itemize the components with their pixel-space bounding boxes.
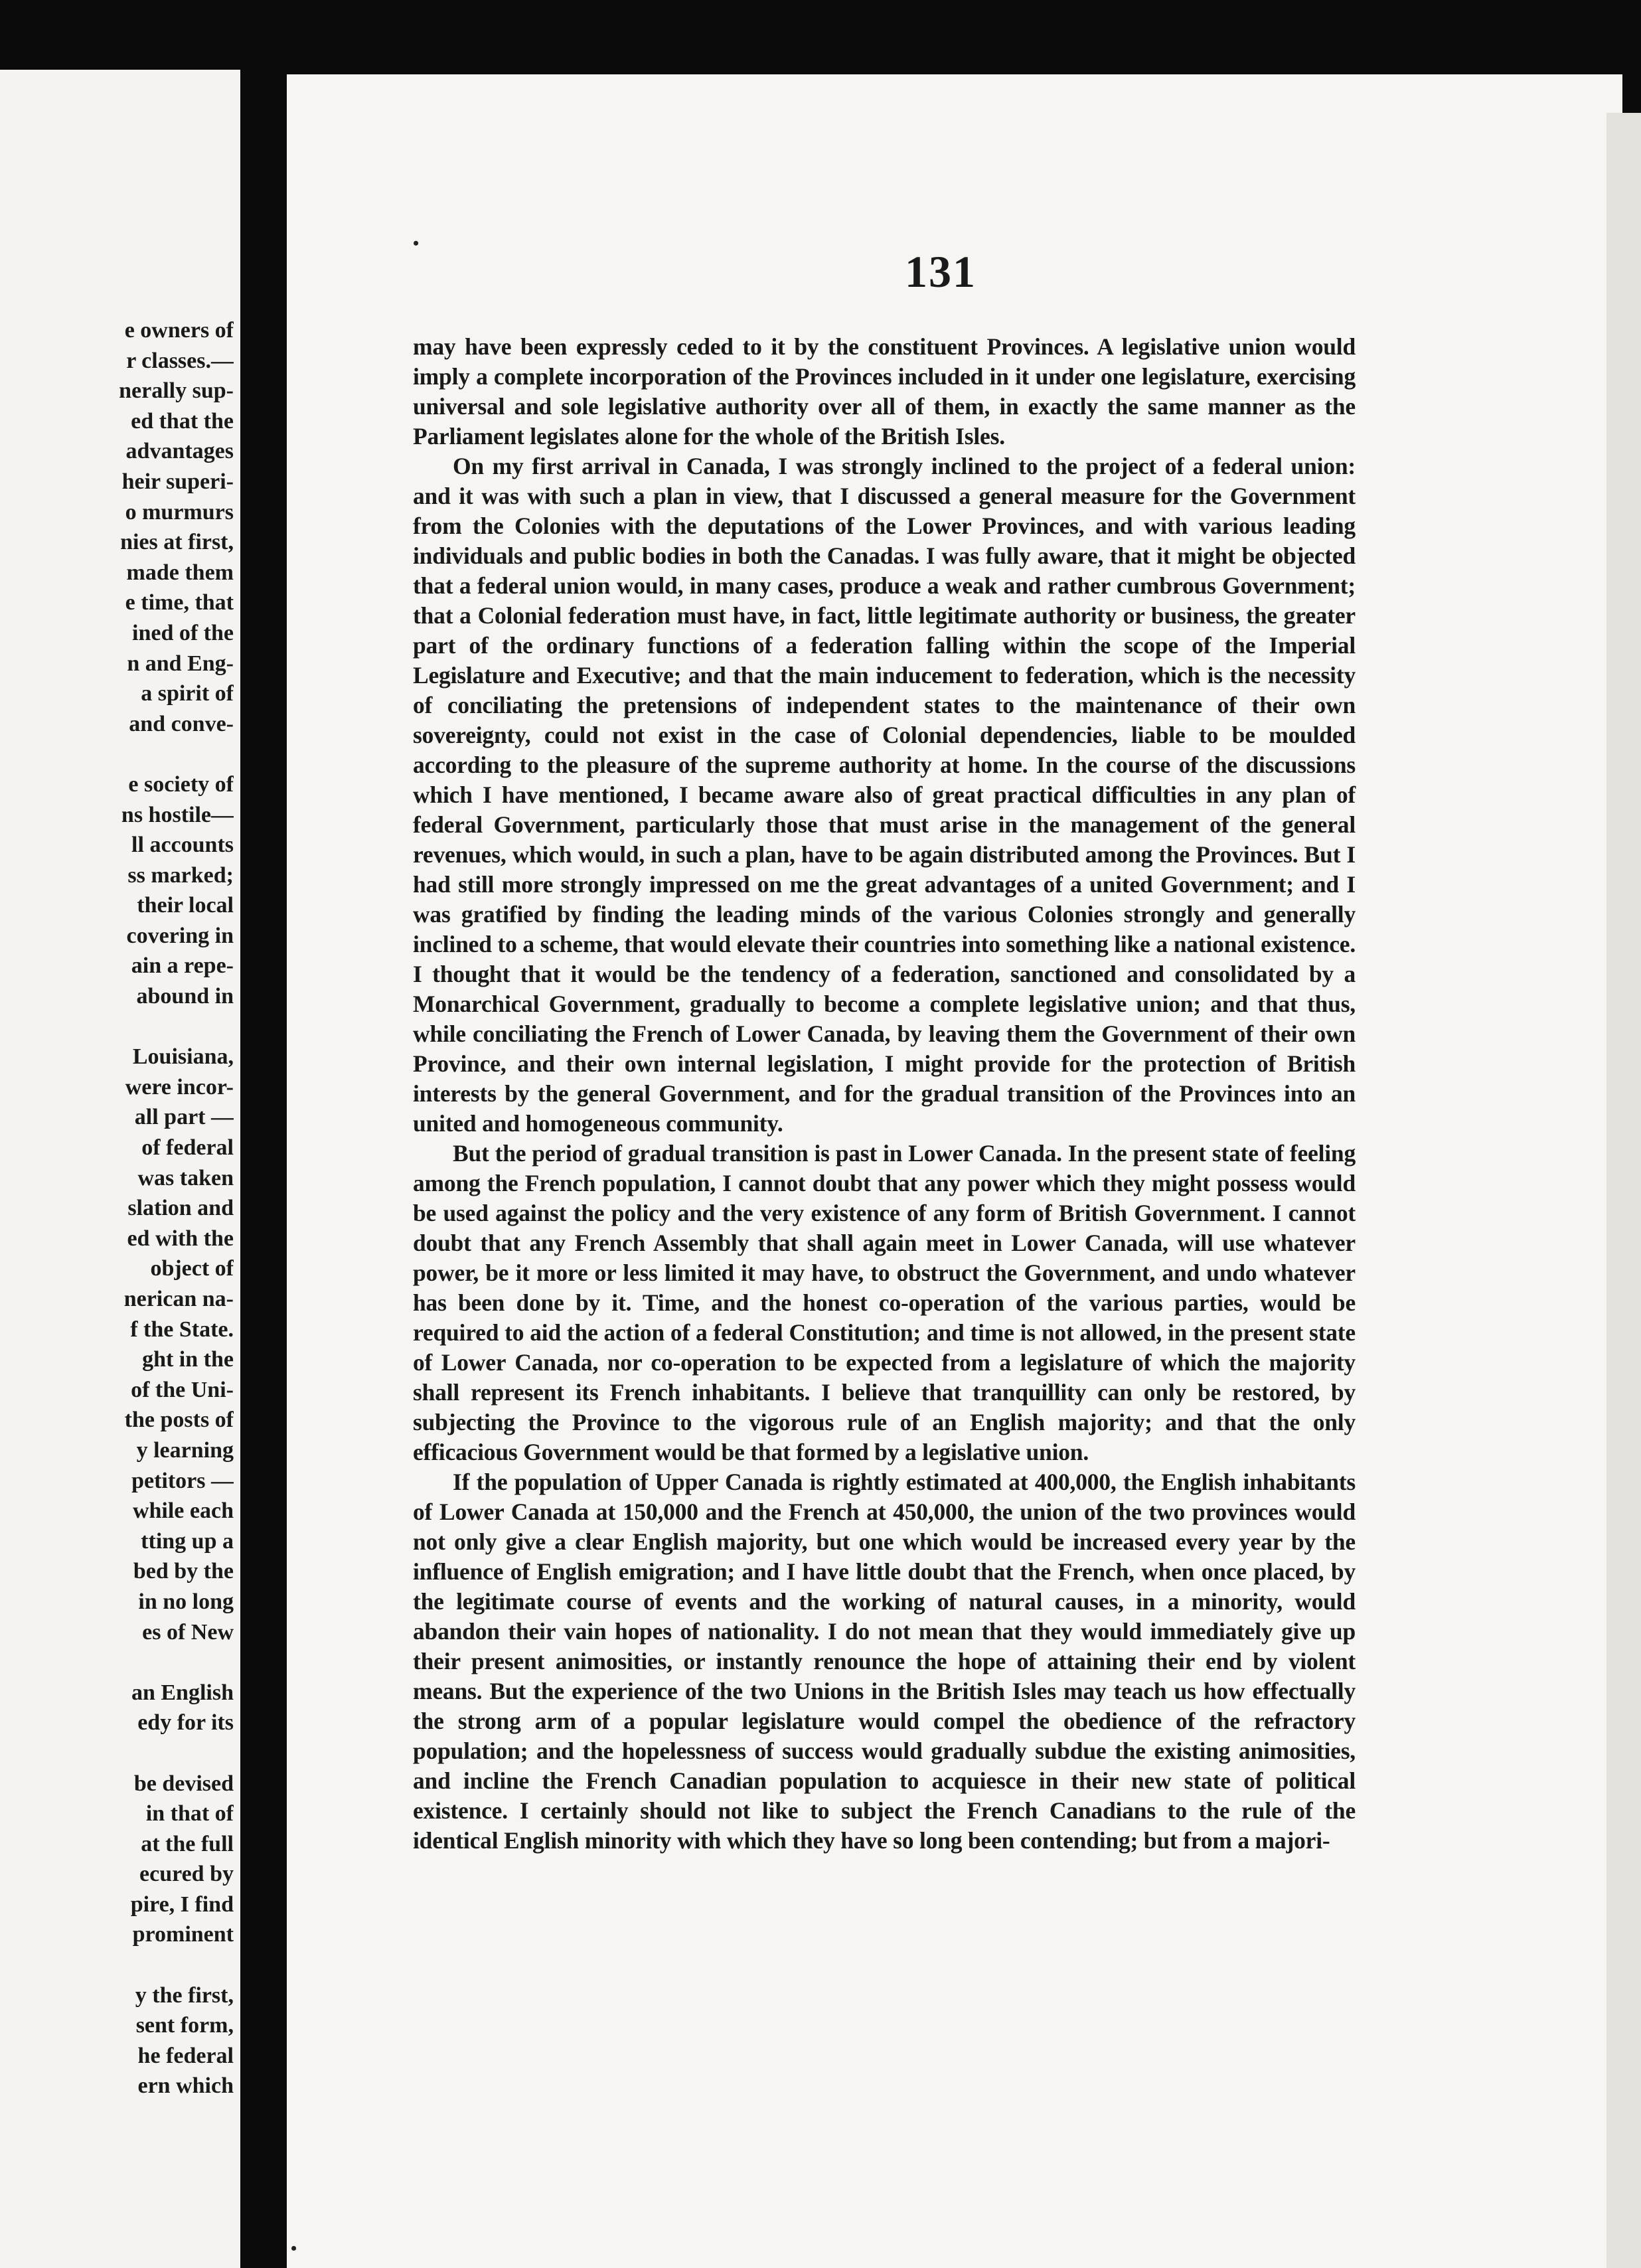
left-page-line: f the State. xyxy=(130,1317,234,1342)
left-page-line: slation and xyxy=(127,1196,234,1221)
left-page-line: he federal xyxy=(137,2043,234,2068)
paragraph-4: If the population of Upper Canada is rightly estimated at 400,000, the English inhabitants of Lower Canada at 150,000 and the French at 450,000, the union of the two provinces would not only give a clear English majority, but one which would be increased every year by the influence of English emigration; and I have little doubt that the French, when once placed, by the legitimate course of events and the working of natural causes, in a minority, would abandon their vain hopes of nationality. I do not mean that they would immediately give up their present animosities, or instantly renounce the hope of attaining their end by violent means. But the experience of the two Unions in the British Isles may teach us how effectually the strong arm of a popular legislature would compel the obedience of the refractory population; and the hopelessness of success would gradually subdue the existing animosities, and incline the French Canadian population to acquiesce in their new state of political existence. I certainly should not like to subject the French Canadians to the rule of the identical English minority with which they have so long been contending; but from a majori- xyxy=(413,1469,1356,1854)
left-page-line: y the first, xyxy=(135,1983,234,2008)
left-page-line: made them xyxy=(126,560,234,585)
left-page-line: in that of xyxy=(145,1801,234,1826)
left-page-line: ed that the xyxy=(131,408,234,434)
left-page-line: r classes.— xyxy=(126,348,234,373)
left-page-line xyxy=(0,1950,234,1981)
left-page-line: ern which xyxy=(137,2073,234,2099)
left-page-line: es of New xyxy=(142,1619,234,1645)
left-page-line: abound in xyxy=(136,984,234,1009)
left-page-line: ecured by xyxy=(139,1862,234,1887)
left-page-line: at the full xyxy=(141,1831,234,1856)
left-page-line: petitors — xyxy=(131,1468,234,1493)
left-page-line: bed by the xyxy=(133,1559,234,1584)
left-page-line: ed with the xyxy=(127,1226,234,1251)
left-page-line: in no long xyxy=(138,1589,234,1614)
left-page-line: a spirit of xyxy=(141,681,234,706)
left-page-line: ns hostile— xyxy=(121,802,234,827)
left-page-line: object of xyxy=(150,1256,234,1281)
left-page-line: nerally sup- xyxy=(119,378,234,404)
left-page-line: all part — xyxy=(134,1105,234,1130)
ink-mark: • xyxy=(413,234,420,253)
page-number: 131 xyxy=(905,246,977,297)
left-page-line: sent form, xyxy=(135,2013,234,2038)
left-page-line: nerican na- xyxy=(123,1287,234,1311)
left-page-line: ght in the xyxy=(142,1347,234,1372)
left-page-line xyxy=(0,1012,234,1042)
paragraph-3: But the period of gradual transition is past in Lower Canada. In the present state of feeling among the French population, I cannot doubt that any power which they might possess would be used against the policy and the very existence of any form of British Government. I cannot doubt that any French Assembly that shall again meet in Lower Canada, will use whatever power, be it more or less limited it may have, to obstruct the Government, and undo whatever has been done by it. Time, and the honest co-operation of the various parties, would be required to aid the action of a federal Constitution; and time is not allowed, in the present state of Lower Canada, nor co-operation to be expected from a legislature of which the majority shall represent its French inhabitants. I believe that tranquillity can only be restored, by subjecting the Province to the vigorous rule of an English majority; and that the only efficacious Government would be that formed by a legislative union. xyxy=(413,1140,1356,1465)
left-page-line: were incor- xyxy=(125,1074,234,1099)
left-page-line: pire, I find xyxy=(130,1892,234,1917)
left-page xyxy=(0,70,240,2268)
left-page-line: while each xyxy=(132,1498,234,1524)
left-page-line: ain a repe- xyxy=(131,953,234,979)
left-page-line: heir superi- xyxy=(121,469,234,494)
left-page-line: of federal xyxy=(141,1135,234,1161)
right-page xyxy=(287,74,1622,2268)
left-page-line: n and Eng- xyxy=(127,651,234,676)
left-page-line: of the Uni- xyxy=(131,1377,234,1402)
left-page-line: be devised xyxy=(133,1771,234,1796)
left-page-line: y learning xyxy=(136,1437,234,1463)
left-page-line xyxy=(0,1647,234,1678)
left-page-line: ss marked; xyxy=(127,862,234,888)
left-page-line: covering in xyxy=(126,923,234,948)
body-text xyxy=(413,332,1356,1856)
left-page-line: edy for its xyxy=(137,1710,234,1736)
left-page-line: Louisiana, xyxy=(132,1044,234,1070)
left-page-line: the posts of xyxy=(124,1408,234,1433)
left-page-line: an English xyxy=(131,1680,234,1705)
left-page-line: was taken xyxy=(137,1165,234,1190)
left-page-line: e society of xyxy=(128,771,234,797)
left-page-line: e owners of xyxy=(124,318,234,343)
left-page-line: ined of the xyxy=(132,620,234,645)
page-edge xyxy=(1606,113,1641,2268)
left-page-line: their local xyxy=(137,893,234,918)
left-page-line: tting up a xyxy=(141,1528,234,1554)
left-page-line: nies at first, xyxy=(120,530,234,555)
left-page-line: e time, that xyxy=(125,590,234,615)
ink-mark: • xyxy=(291,2239,297,2258)
paragraph-1: may have been expressly ceded to it by the constituent Provinces. A legislative union would imply a complete incorporation of the Provinces included in it under one legislature, exercising universal and sole legislative authority over all of them, in exactly the same manner as the Parliament legislates alone for the whole of the British Isles. xyxy=(413,333,1356,449)
left-page-line: prominent xyxy=(132,1922,234,1947)
book-gutter xyxy=(240,70,287,2268)
left-page-line: o murmurs xyxy=(125,499,234,525)
left-page-line: and conve- xyxy=(129,711,234,736)
left-page-line: advantages xyxy=(125,439,234,464)
left-page-line xyxy=(0,1738,234,1769)
left-page-line: ll accounts xyxy=(131,833,234,858)
paragraph-2: On my first arrival in Canada, I was strongly inclined to the project of a federal union: and it was with such a plan in view, that I discussed a general measure for the Government from the Colonies with the deputations of the Lower Provinces, and with various leading individuals and public bodies in both the Canadas. I was fully aware, that it might be objected that a federal union would, in many cases, produce a weak and rather cumbrous Government; that a Colonial federation must have, in fact, little legitimate authority or business, the greater part of the ordinary functions of a federation falling within the scope of the Imperial Legislature and Executive; and that the main inducement to federation, which is the necessity of conciliating the pretensions of independent states to the maintenance of their own sovereignty, could not exist in the case of Colonial dependencies, liable to be moulded according to the pleasure of the supreme authority at home. In the course of the discussions which I have mentioned, I became aware also of great practical difficulties in any plan of federal Government, particularly those that must arise in the management of the general revenues, which would, in such a plan, have to be again distributed among the Provinces. But I had still more strongly impressed on me the great advantages of a united Government; and I was gratified by finding the leading minds of the various Colonies strongly and generally inclined to a scheme, that would elevate their countries into something like a national existence. I thought that it would be the tendency of a federation, sanctioned and consolidated by a Monarchical Government, gradually to become a complete legislative union; and that thus, while conciliating the French of Lower Canada, by leaving them the Government of their own Province, and their own internal legislation, I might provide for the protection of British interests by the general Government, and for the gradual transition of the Provinces into an united and homogeneous community. xyxy=(413,453,1356,1137)
left-page-line xyxy=(0,739,234,770)
left-page-text xyxy=(0,315,234,2101)
